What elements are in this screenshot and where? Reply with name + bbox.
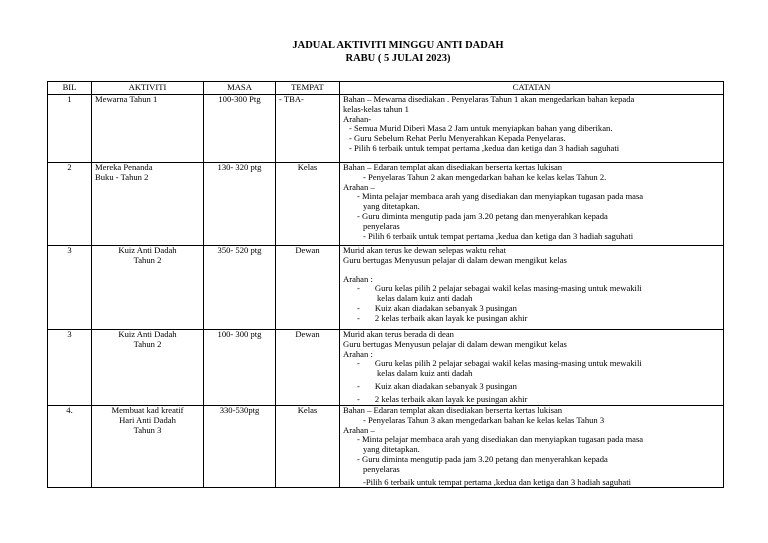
- cell-bil: 3: [48, 330, 92, 406]
- catatan-line: penyelaras: [363, 220, 400, 231]
- aktiviti-line: Tahun 3: [133, 424, 162, 435]
- table-row: [48, 246, 724, 330]
- aktiviti-line: Hari Anti Dadah: [119, 414, 176, 425]
- catatan-line: Murid akan terus ke dewan selepas waktu rehat: [343, 245, 506, 255]
- catatan-line: kelas dalam kuiz anti dadah: [377, 368, 473, 379]
- header-aktiviti: AKTIVITI: [92, 82, 204, 95]
- cell-catatan: [340, 330, 724, 406]
- aktiviti-line: Tahun 2: [133, 254, 162, 265]
- catatan-line: Arahan –: [343, 424, 375, 435]
- cell-tempat: Kelas: [276, 406, 340, 488]
- catatan-line: Arahan :: [343, 273, 373, 284]
- cell-aktiviti: [92, 406, 204, 488]
- cell-bil: 3: [48, 246, 92, 330]
- table-row: [48, 163, 724, 246]
- catatan-line: Arahan :: [343, 348, 373, 359]
- catatan-line: - Guru kelas pilih 2 pelajar sebagai wakil kelas masing-masing untuk mewakili: [357, 283, 642, 294]
- catatan-line: Murid akan terus berada di dean: [343, 329, 454, 339]
- catatan-line: Arahan-: [343, 113, 372, 124]
- catatan-line: Guru bertugas Menyusun pelajar di dalam dewan mengikut kelas: [343, 338, 567, 349]
- cell-masa: 330-530ptg: [204, 406, 276, 488]
- cell-aktiviti: [92, 95, 204, 163]
- catatan-line: Bahan – Edaran templat akan disediakan berserta kertas lukisan: [343, 162, 563, 172]
- table-header-row: [48, 82, 724, 95]
- cell-tempat: Kelas: [276, 163, 340, 246]
- aktiviti-line: Kuiz Anti Dadah: [118, 329, 177, 339]
- aktiviti-line: Kuiz Anti Dadah: [118, 245, 177, 255]
- cell-aktiviti: [92, 246, 204, 330]
- aktiviti-line: Membuat kad kreatif: [111, 405, 184, 415]
- catatan-line: - Guru kelas pilih 2 pelajar sebagai wakil kelas masing-masing untuk mewakili: [357, 358, 642, 369]
- catatan-line: - Kuiz akan diadakan sebanyak 3 pusingan: [357, 302, 517, 313]
- cell-tempat: Dewan: [276, 246, 340, 330]
- catatan-line: Bahan – Edaran templat akan disediakan berserta kertas lukisan: [343, 405, 563, 415]
- catatan-line: - Penyelaras Tahun 3 akan mengedarkan bahan ke kelas kelas Tahun 3: [363, 414, 605, 425]
- cell-tempat: Dewan: [276, 330, 340, 406]
- catatan-line: - Pilih 6 terbaik untuk tempat pertama ,kedua dan ketiga dan 3 hadiah saguhati: [363, 230, 634, 241]
- catatan-line: - Guru diminta mengutip pada jam 3.20 petang dan menyerahkan kepada: [357, 453, 608, 464]
- catatan-line: Bahan – Mewarna disediakan . Penyelaras Tahun 1 akan mengedarkan bahan kepada: [343, 94, 635, 104]
- catatan-line: - Semua Murid Diberi Masa 2 Jam untuk menyiapkan bahan yang diberikan.: [349, 123, 613, 134]
- catatan-spacer: [343, 266, 720, 275]
- catatan-line: kelas-kelas tahun 1: [343, 103, 409, 114]
- catatan-line: yang ditetapkan.: [363, 201, 420, 212]
- catatan-line: kelas dalam kuiz anti dadah: [377, 293, 473, 304]
- header-catatan: CATATAN: [340, 82, 724, 95]
- catatan-line: -Pilih 6 terbaik untuk tempat pertama ,kedua dan ketiga dan 3 hadiah saguhati: [363, 476, 631, 487]
- catatan-line: - Minta pelajar membaca arah yang disediakan dan menyiapkan tugasan pada masa: [357, 434, 644, 445]
- catatan-line: - Kuiz akan diadakan sebanyak 3 pusingan: [357, 380, 517, 391]
- cell-catatan: [340, 95, 724, 163]
- cell-bil: 4.: [48, 406, 92, 488]
- cell-aktiviti: [92, 330, 204, 406]
- aktiviti-line: Buku - Tahun 2: [95, 171, 149, 182]
- cell-catatan: [340, 246, 724, 330]
- cell-aktiviti: [92, 163, 204, 246]
- cell-catatan: [340, 163, 724, 246]
- aktiviti-line: Tahun 2: [133, 338, 162, 349]
- catatan-line: Arahan –: [343, 181, 375, 192]
- header-tempat: TEMPAT: [276, 82, 340, 95]
- cell-masa: 350- 520 ptg: [204, 246, 276, 330]
- cell-masa: 130- 320 ptg: [204, 163, 276, 246]
- catatan-line: yang ditetapkan.: [363, 444, 420, 455]
- table-row: [48, 95, 724, 163]
- catatan-line: - Penyelaras Tahun 2 akan mengedarkan bahan ke kelas kelas Tahun 2.: [363, 171, 607, 182]
- cell-bil: 1: [48, 95, 92, 163]
- catatan-line: penyelaras: [363, 463, 400, 474]
- header-masa: MASA: [204, 82, 276, 95]
- catatan-line: - Guru Sebelum Rehat Perlu Menyerahkan Kepada Penyelaras.: [349, 133, 566, 144]
- cell-masa: 100- 300 ptg: [204, 330, 276, 406]
- header-bil: BIL: [48, 82, 92, 95]
- aktiviti-line: Mereka Penanda: [95, 162, 153, 172]
- cell-tempat: - TBA-: [276, 95, 340, 163]
- activity-schedule-table: [47, 81, 724, 488]
- cell-masa: 100-300 Ptg: [204, 95, 276, 163]
- cell-bil: 2: [48, 163, 92, 246]
- catatan-line: - Pilih 6 terbaik untuk tempat pertama ,kedua dan ketiga dan 3 hadiah saguhati: [349, 142, 620, 153]
- table-row: [48, 406, 724, 488]
- document-title: JADUAL AKTIVITI MINGGU ANTI DADAH: [292, 40, 504, 51]
- catatan-line: - 2 kelas terbaik akan layak ke pusingan akhir: [357, 393, 528, 404]
- catatan-line: - 2 kelas terbaik akan layak ke pusingan akhir: [357, 312, 528, 323]
- catatan-line: - Minta pelajar membaca arah yang disediakan dan menyiapkan tugasan pada masa: [357, 191, 644, 202]
- catatan-line: - Guru diminta mengutip pada jam 3.20 petang dan menyerahkan kepada: [357, 210, 608, 221]
- document-subtitle-date: RABU ( 5 JULAI 2023): [345, 53, 451, 64]
- aktiviti-line: Mewarna Tahun 1: [95, 94, 158, 104]
- cell-catatan: [340, 406, 724, 488]
- catatan-line: Guru bertugas Menyusun pelajar di dalam dewan mengikut kelas: [343, 254, 567, 265]
- table-row: [48, 330, 724, 406]
